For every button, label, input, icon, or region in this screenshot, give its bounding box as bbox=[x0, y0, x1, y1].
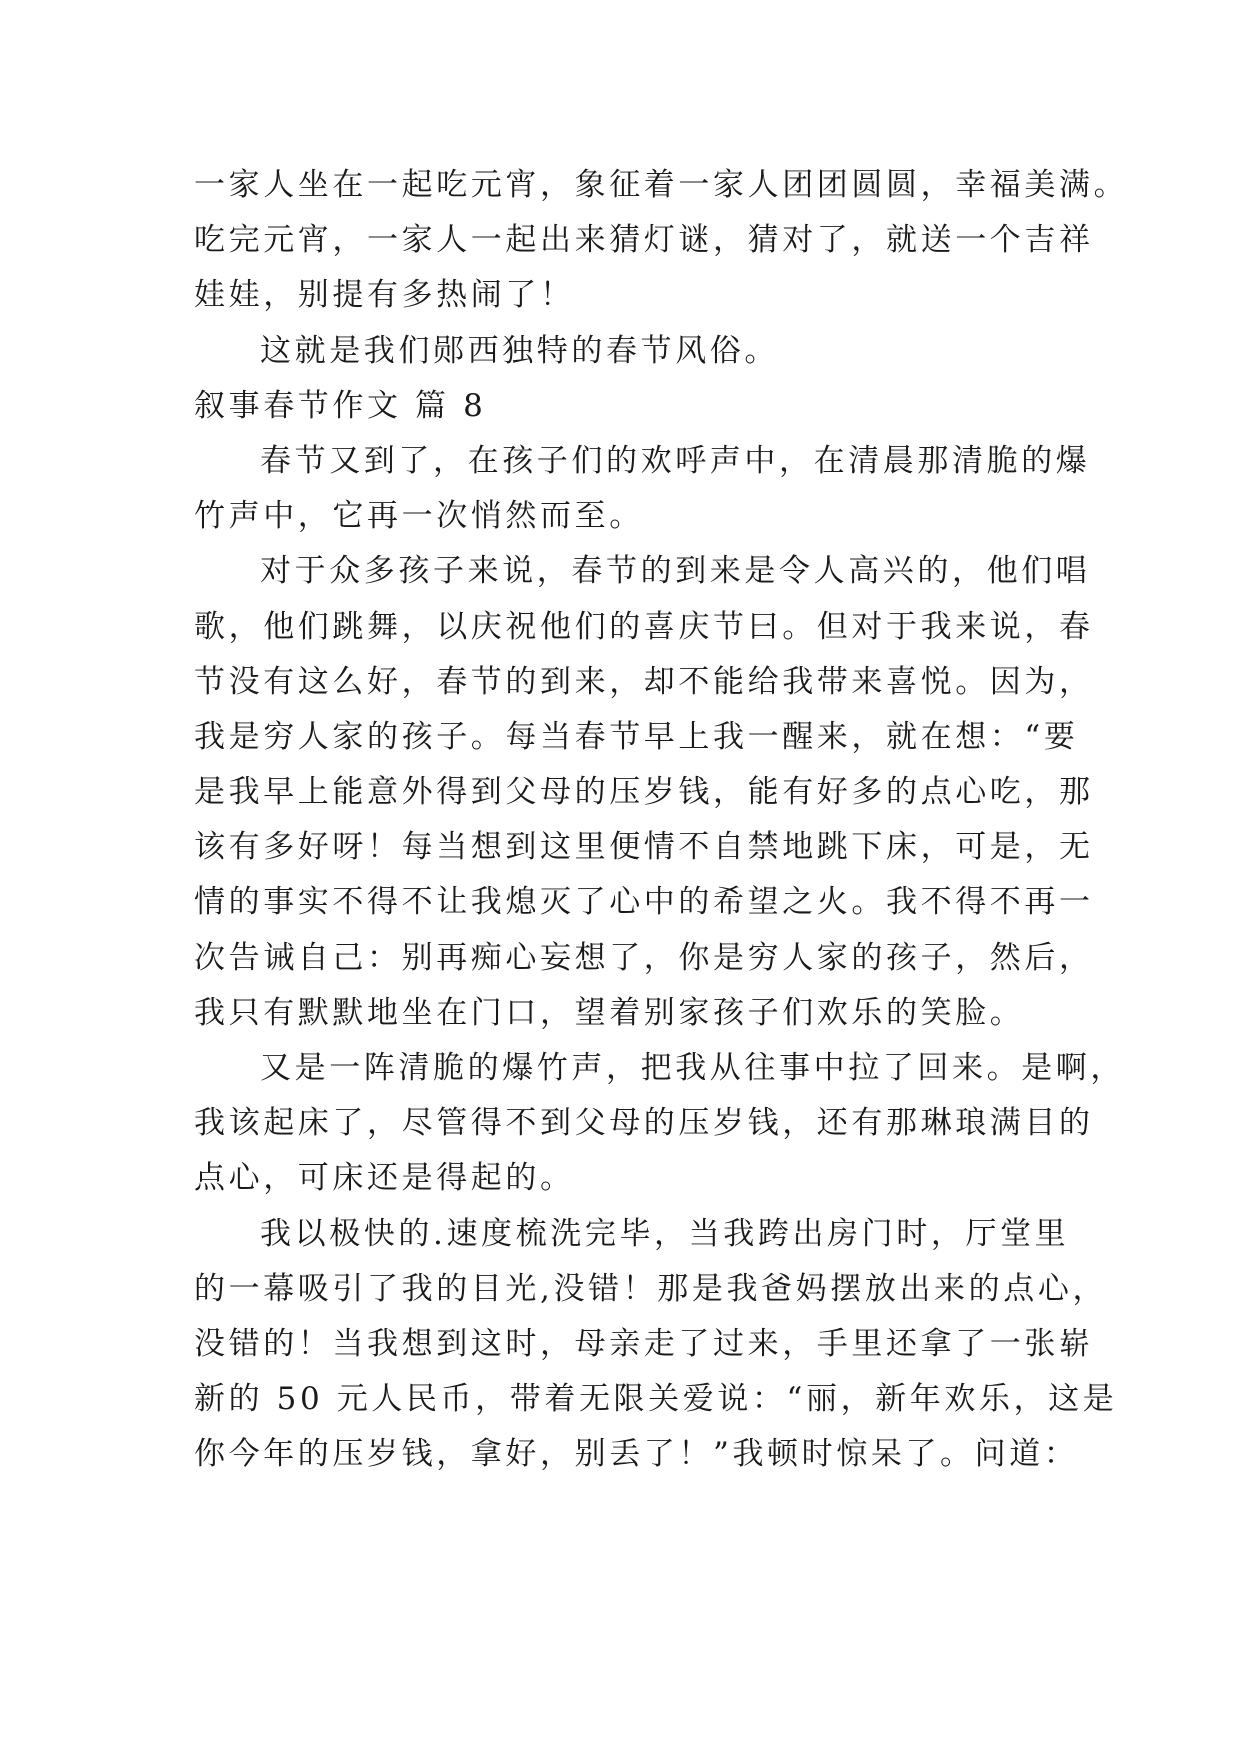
text-line: 我只有默默地坐在门口，望着别家孩子们欢乐的笑脸。 bbox=[194, 994, 1025, 1031]
text-line: 歌，他们跳舞，以庆祝他们的喜庆节曰。但对于我来说，春 bbox=[194, 608, 1094, 645]
text-line: 我是穷人家的孩子。每当春节早上我一醒来，就在想：“要 bbox=[194, 718, 1079, 755]
text-line: 一家人坐在一起吃元宵，象征着一家人团团圆圆，幸福美满。 bbox=[194, 167, 1129, 203]
paragraph-start-line: 春节又到了，在孩子们的欢呼声中，在清晨那清脆的爆 bbox=[260, 442, 1091, 479]
text-line: 点心，可床还是得起的。 bbox=[194, 1160, 575, 1197]
paragraph-start-line: 我以极快的.速度梳洗完毕，当我跨出房门时，厅堂里 bbox=[260, 1215, 1070, 1252]
text-line: 没错的！当我想到这时，母亲走了过来，手里还拿了一张崭 bbox=[194, 1325, 1094, 1362]
section-heading: 叙事春节作文 篇 8 bbox=[194, 387, 487, 424]
paragraph-start-line: 对于众多孩子来说，春节的到来是令人高兴的，他们唱 bbox=[260, 553, 1091, 590]
text-line: 吃完元宵，一家人一起出来猜灯谜，猜对了，就送一个吉祥 bbox=[194, 222, 1094, 259]
document-body bbox=[194, 158, 1129, 1483]
text-line: 娃娃，别提有多热闹了！ bbox=[194, 277, 575, 314]
text-line: 次告诫自己：别再痴心妄想了，你是穷人家的孩子，然后， bbox=[194, 939, 1094, 976]
text-line: 节没有这么好，春节的到来，却不能给我带来喜悦。因为， bbox=[194, 663, 1094, 700]
text-line: 的一幕吸引了我的目光,没错！那是我爸妈摆放出来的点心， bbox=[194, 1270, 1108, 1307]
text-line: 情的事实不得不让我熄灭了心中的希望之火。我不得不再一 bbox=[194, 884, 1094, 921]
text-line: 新的 50 元人民币，带着无限关爱说：“丽，新年欢乐，这是 bbox=[194, 1381, 1118, 1418]
text-line: 该有多好呀！每当想到这里便情不自禁地跳下床，可是，无 bbox=[194, 829, 1094, 866]
paragraph-start-line: 这就是我们郧西独特的春节风俗。 bbox=[260, 332, 779, 369]
paragraph-start-line: 又是一阵清脆的爆竹声，把我从往事中拉了回来。是啊， bbox=[260, 1050, 1125, 1086]
text-line: 是我早上能意外得到父母的压岁钱，能有好多的点心吃，那 bbox=[194, 774, 1094, 811]
text-line: 我该起床了，尽管得不到父母的压岁钱，还有那琳琅满目的 bbox=[194, 1105, 1094, 1142]
text-line: 竹声中，它再一次悄然而至。 bbox=[194, 498, 644, 535]
text-line: 你今年的压岁钱，拿好，别丢了！”我顿时惊呆了。问道： bbox=[194, 1436, 1079, 1473]
